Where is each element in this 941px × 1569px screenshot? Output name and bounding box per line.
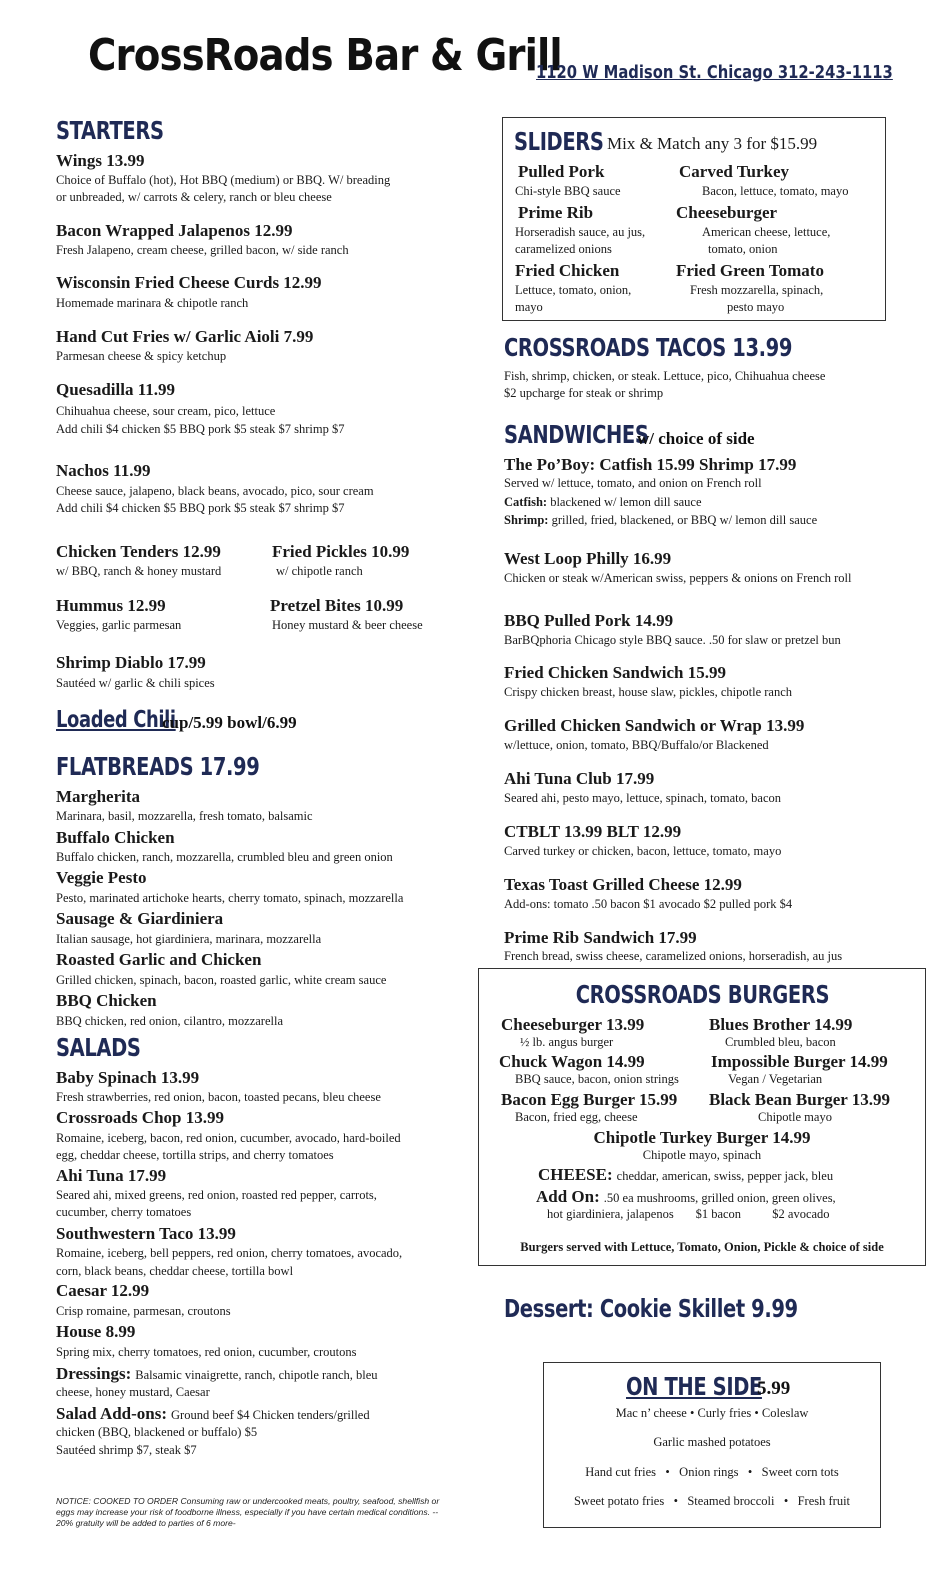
salad-addons-text: Ground beef $4 Chicken tenders/grilled	[171, 1408, 370, 1422]
burger-addon-line	[536, 1187, 836, 1207]
menu-item-name: Texas Toast Grilled Cheese 12.99	[504, 875, 742, 894]
menu-item-name: Quesadilla 11.99	[56, 380, 176, 399]
tacos-desc: Fish, shrimp, chicken, or steak. Lettuce, pico, Chihuahua cheese	[504, 369, 826, 383]
cheese-text: cheddar, american, swiss, pepper jack, bleu	[616, 1169, 834, 1183]
menu-item-name: Roasted Garlic and Chicken	[56, 950, 262, 969]
slider-desc: caramelized onions	[515, 242, 612, 256]
poboy-catfish-label: Catfish:	[504, 495, 548, 509]
menu-item-name: Buffalo Chicken	[56, 828, 175, 847]
slider-desc: pesto mayo	[727, 300, 785, 314]
menu-item-desc: Spring mix, cherry tomatoes, red onion, cucumber, croutons	[56, 1345, 357, 1359]
menu-item-name: Southwestern Taco 13.99	[56, 1224, 236, 1243]
burger-name: Blues Brother 14.99	[709, 1015, 853, 1034]
dressings-line	[56, 1364, 378, 1384]
burger-desc: Bacon, fried egg, cheese	[515, 1110, 638, 1124]
slider-desc: American cheese, lettuce,	[702, 225, 831, 239]
menu-item-name: The Po’Boy: Catfish 15.99 Shrimp 17.99	[504, 455, 797, 474]
menu-item-desc: French bread, swiss cheese, caramelized onions, horseradish, au jus	[504, 949, 843, 963]
burger-desc: BBQ sauce, bacon, onion strings	[515, 1072, 679, 1086]
menu-item-desc: Add chili $4 chicken $5 BBQ pork $5 steak $7 shrimp $7	[56, 422, 345, 436]
salad-addons-line	[56, 1404, 370, 1424]
menu-item-name: BBQ Chicken	[56, 991, 157, 1010]
slider-desc: Horseradish sauce, au jus,	[515, 225, 646, 239]
menu-item-desc: corn, black beans, cheddar cheese, tortilla bowl	[56, 1264, 294, 1278]
chili-heading: Loaded Chili	[56, 707, 176, 733]
cheese-label: CHEESE:	[538, 1165, 613, 1184]
sides-row: Hand cut fries • Onion rings • Sweet corn tots	[585, 1465, 839, 1479]
burger-name: Bacon Egg Burger 15.99	[501, 1090, 678, 1109]
slider-desc: mayo	[515, 300, 543, 314]
dressings-label: Dressings:	[56, 1364, 132, 1383]
menu-item-name: West Loop Philly 16.99	[504, 549, 672, 568]
burgers-footer: Burgers served with Lettuce, Tomato, Onion, Pickle & choice of side	[520, 1240, 884, 1254]
sides-row: Garlic mashed potatoes	[653, 1435, 771, 1449]
burger-desc: Chipotle mayo, spinach	[642, 1148, 762, 1162]
menu-item-desc: BarBQphoria Chicago style BBQ sauce. .50 for slaw or pretzel bun	[504, 633, 841, 647]
burger-addon-text: hot giardiniera, jalapenos $1 bacon $2 avocado	[547, 1207, 830, 1221]
notice-text: NOTICE: COOKED TO ORDER Consuming raw or undercooked meats, poultry, seafood, shellfish or eggs may increase your risk of foodborne illness, especially if you have certain medical conditions. -- 20% gratuity will be added to parties of 6 more-	[56, 1496, 440, 1528]
menu-item-desc: or unbreaded, w/ carrots & celery, ranch or bleu cheese	[56, 190, 332, 204]
menu-item-desc: Marinara, basil, mozzarella, fresh tomato, balsamic	[56, 809, 313, 823]
menu-item-desc: Served w/ lettuce, tomato, and onion on French roll	[504, 476, 762, 490]
burger-desc: Vegan / Vegetarian	[728, 1072, 823, 1086]
salads-heading: SALADS	[56, 1033, 141, 1062]
poboy-shrimp-label: Shrimp:	[504, 513, 549, 527]
menu-item-name: Nachos 11.99	[56, 461, 151, 480]
cheese-line	[538, 1165, 833, 1185]
menu-item-name: Wisconsin Fried Cheese Curds 12.99	[56, 273, 322, 292]
menu-item-name: Caesar 12.99	[56, 1281, 150, 1300]
menu-item-name: Ahi Tuna Club 17.99	[504, 769, 655, 788]
slider-name: Pulled Pork	[518, 162, 605, 181]
menu-item-desc: Romaine, iceberg, bacon, red onion, cucumber, avocado, hard-boiled	[56, 1131, 401, 1145]
menu-item-desc: w/lettuce, onion, tomato, BBQ/Buffalo/or Blackened	[504, 738, 769, 752]
restaurant-title: CrossRoads Bar & Grill	[88, 30, 562, 81]
menu-item-name: Ahi Tuna 17.99	[56, 1166, 167, 1185]
burger-desc: Crumbled bleu, bacon	[725, 1035, 836, 1049]
sliders-heading: SLIDERS	[514, 127, 604, 156]
menu-item-name: Bacon Wrapped Jalapenos 12.99	[56, 221, 293, 240]
menu-item-desc: Romaine, iceberg, bell peppers, red onion, cherry tomatoes, avocado,	[56, 1246, 403, 1260]
sandwiches-heading: SANDWICHES	[504, 420, 649, 449]
menu-item-desc: BBQ chicken, red onion, cilantro, mozzarella	[56, 1014, 284, 1028]
burgers-heading: CROSSROADS BURGERS	[575, 980, 829, 1009]
poboy-catfish-text: blackened w/ lemon dill sauce	[550, 495, 702, 509]
restaurant-address: 1120 W Madison St. Chicago 312-243-1113	[536, 62, 893, 83]
menu-item-name: House 8.99	[56, 1322, 136, 1341]
menu-item-desc: Crispy chicken breast, house slaw, pickles, chipotle ranch	[504, 685, 792, 699]
burger-desc: Chipotle mayo	[758, 1110, 832, 1124]
menu-item-desc: w/ BBQ, ranch & honey mustard	[56, 564, 222, 578]
sides-row: Sweet potato fries • Steamed broccoli • Fresh fruit	[573, 1494, 851, 1508]
salad-addons-text: Sautéed shrimp $7, steak $7	[56, 1443, 197, 1457]
menu-item-name: Fried Pickles 10.99	[272, 542, 410, 561]
menu-item-desc: Chihuahua cheese, sour cream, pico, lettuce	[56, 404, 276, 418]
slider-name: Fried Green Tomato	[676, 261, 824, 280]
poboy-shrimp-line	[504, 512, 817, 529]
burger-addon-text: .50 ea mushrooms, grilled onion, green olives,	[603, 1191, 836, 1205]
burgers-heading-wrap	[478, 980, 926, 1009]
menu-item-desc: Seared ahi, mixed greens, red onion, roasted red pepper, carrots,	[56, 1188, 377, 1202]
burger-name: Black Bean Burger 13.99	[709, 1090, 891, 1109]
flatbreads-heading: FLATBREADS 17.99	[56, 752, 260, 781]
sliders-subtitle: Mix & Match any 3 for $15.99	[607, 134, 818, 153]
menu-item-desc: cucumber, cherry tomatoes	[56, 1205, 192, 1219]
menu-item-name: CTBLT 13.99 BLT 12.99	[504, 822, 682, 841]
salad-addons-text: chicken (BBQ, blackened or buffalo) $5	[56, 1425, 258, 1439]
menu-item-name: Crossroads Chop 13.99	[56, 1108, 224, 1127]
dressings-text: cheese, honey mustard, Caesar	[56, 1385, 210, 1399]
menu-item-desc: Crisp romaine, parmesan, croutons	[56, 1304, 231, 1318]
burger-name: Chipotle Turkey Burger 14.99	[593, 1128, 811, 1147]
starters-heading: STARTERS	[56, 116, 164, 145]
sides-price: 5.99	[757, 1378, 791, 1399]
tacos-heading: CROSSROADS TACOS 13.99	[504, 333, 793, 362]
menu-item-desc: Cheese sauce, jalapeno, black beans, avocado, pico, sour cream	[56, 484, 374, 498]
menu-item-desc: Honey mustard & beer cheese	[272, 618, 423, 632]
menu-item-name: Margherita	[56, 787, 141, 806]
burger-desc: ½ lb. angus burger	[520, 1035, 614, 1049]
burger-name: Chuck Wagon 14.99	[499, 1052, 645, 1071]
slider-name: Fried Chicken	[515, 261, 620, 280]
dressings-text: Balsamic vinaigrette, ranch, chipotle ranch, bleu	[135, 1368, 378, 1382]
slider-desc: Bacon, lettuce, tomato, mayo	[702, 184, 849, 198]
menu-item-name: Shrimp Diablo 17.99	[56, 653, 206, 672]
menu-item-desc: Grilled chicken, spinach, bacon, roasted garlic, white cream sauce	[56, 973, 387, 987]
menu-item-desc: Chicken or steak w/American swiss, peppers & onions on French roll	[504, 571, 852, 585]
menu-item-name: Pretzel Bites 10.99	[270, 596, 404, 615]
sandwiches-subtitle: w/ choice of side	[637, 429, 755, 448]
menu-item-name: BBQ Pulled Pork 14.99	[504, 611, 674, 630]
salad-addons-label: Salad Add-ons:	[56, 1404, 168, 1423]
slider-desc: tomato, onion	[708, 242, 778, 256]
menu-item-name: Veggie Pesto	[56, 868, 147, 887]
menu-item-desc: Fresh Jalapeno, cream cheese, grilled bacon, w/ side ranch	[56, 243, 349, 257]
slider-desc: Fresh mozzarella, spinach,	[690, 283, 824, 297]
menu-item-name: Grilled Chicken Sandwich or Wrap 13.99	[504, 716, 805, 735]
burger-name: Impossible Burger 14.99	[711, 1052, 888, 1071]
burger-name: Cheeseburger 13.99	[501, 1015, 645, 1034]
poboy-catfish-line	[504, 494, 702, 511]
tacos-desc: $2 upcharge for steak or shrimp	[504, 386, 664, 400]
menu-item-desc: Buffalo chicken, ranch, mozzarella, crumbled bleu and green onion	[56, 850, 393, 864]
menu-item-name: Hand Cut Fries w/ Garlic Aioli 7.99	[56, 327, 314, 346]
menu-item-desc: Add-ons: tomato .50 bacon $1 avocado $2 pulled pork $4	[504, 897, 793, 911]
slider-name: Cheeseburger	[676, 203, 778, 222]
menu-item-desc: w/ chipotle ranch	[276, 564, 363, 578]
menu-item-desc: Pesto, marinated artichoke hearts, cherry tomato, spinach, mozzarella	[56, 891, 404, 905]
poboy-shrimp-text: grilled, fried, blackened, or BBQ w/ lemon dill sauce	[551, 513, 818, 527]
menu-item-name: Sausage & Giardiniera	[56, 909, 224, 928]
menu-item-desc: Homemade marinara & chipotle ranch	[56, 296, 249, 310]
menu-item-desc: Sautéed w/ garlic & chili spices	[56, 676, 215, 690]
menu-item-name: Fried Chicken Sandwich 15.99	[504, 663, 726, 682]
menu-item-desc: Choice of Buffalo (hot), Hot BBQ (medium) or BBQ. W/ breading	[56, 173, 391, 187]
dessert-line: Dessert: Cookie Skillet 9.99	[504, 1294, 798, 1323]
burger-addon-label: Add On:	[536, 1187, 600, 1206]
menu-item-desc: egg, cheddar cheese, tortilla strips, and cherry tomatoes	[56, 1148, 334, 1162]
slider-name: Carved Turkey	[679, 162, 790, 181]
menu-item-desc: Seared ahi, pesto mayo, lettuce, spinach, tomato, bacon	[504, 791, 781, 805]
sides-heading: ON THE SIDE	[626, 1372, 762, 1401]
sides-row: Mac n’ cheese • Curly fries • Coleslaw	[615, 1406, 809, 1420]
menu-item-desc: Italian sausage, hot giardiniera, marinara, mozzarella	[56, 932, 322, 946]
menu-item-desc: Fresh strawberries, red onion, bacon, toasted pecans, bleu cheese	[56, 1090, 381, 1104]
menu-item-desc: Veggies, garlic parmesan	[56, 618, 182, 632]
chili-price: cup/5.99 bowl/6.99	[162, 713, 297, 732]
menu-item-name: Baby Spinach 13.99	[56, 1068, 200, 1087]
slider-name: Prime Rib	[518, 203, 594, 222]
menu-item-desc: Carved turkey or chicken, bacon, lettuce, tomato, mayo	[504, 844, 782, 858]
menu-item-name: Hummus 12.99	[56, 596, 166, 615]
slider-desc: Lettuce, tomato, onion,	[515, 283, 632, 297]
menu-item-name: Prime Rib Sandwich 17.99	[504, 928, 697, 947]
menu-item-name: Wings 13.99	[56, 151, 145, 170]
menu-item-name: Chicken Tenders 12.99	[56, 542, 221, 561]
menu-item-desc: Parmesan cheese & spicy ketchup	[56, 349, 227, 363]
slider-desc: Chi-style BBQ sauce	[515, 184, 621, 198]
menu-item-desc: Add chili $4 chicken $5 BBQ pork $5 steak $7 shrimp $7	[56, 501, 345, 515]
